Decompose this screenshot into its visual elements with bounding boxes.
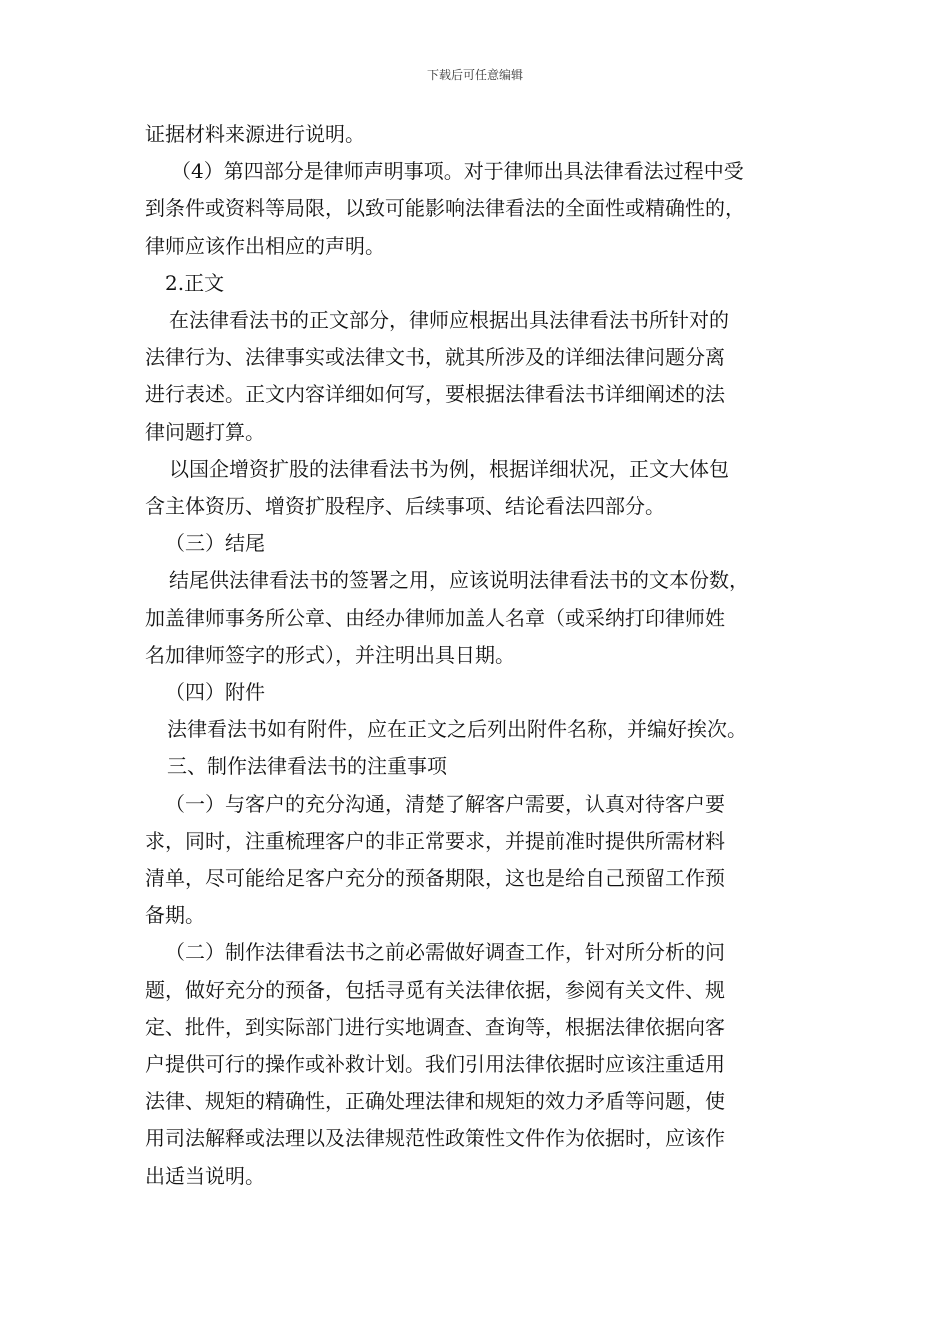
text-line: 法律行为、法律事实或法律文书，就其所涉及的详细法律问题分离: [145, 345, 725, 370]
text-line: 到条件或资料等局限，以致可能影响法律看法的全面性或精确性的，: [145, 196, 745, 221]
section-heading: （四）附件: [165, 680, 265, 705]
text-line: 清单，尽可能给足客户充分的预备期限，这也是给自己预留工作预: [145, 866, 725, 891]
text-line: （4）第四部分是律师声明事项。对于律师出具法律看法过程中受: [171, 159, 744, 184]
text-line: 用司法解释或法理以及法律规范性政策性文件作为依据时，应该作: [145, 1126, 725, 1151]
text-line: 题，做好充分的预备，包括寻觅有关法律依据，参阅有关文件、规: [145, 977, 725, 1002]
text-line: 进行表述。正文内容详细如何写，要根据法律看法书详细阐述的法: [145, 382, 725, 407]
text-line: 律师应该作出相应的声明。: [145, 233, 385, 258]
text-line: 定、批件，到实际部门进行实地调查、查询等，根据法律依据向客: [145, 1014, 725, 1039]
section-heading: （三）结尾: [165, 531, 265, 556]
text-line: 法律看法书如有附件，应在正文之后列出附件名称，并编好挨次。: [167, 717, 747, 742]
text-line: 备期。: [145, 903, 205, 928]
text-line: 求，同时，注重梳理客户的非正常要求，并提前准时提供所需材料: [145, 828, 725, 853]
text-line: 户提供可行的操作或补救计划。我们引用法律依据时应该注重适用: [145, 1052, 725, 1077]
section-heading: 2.正文: [165, 270, 225, 295]
text-line: （二）制作法律看法书之前必需做好调查工作，针对所分析的问: [165, 940, 725, 965]
text-line: 以国企增资扩股的法律看法书为例，根据详细状况，正文大体包: [169, 456, 729, 481]
text-line: 在法律看法书的正文部分，律师应根据出具法律看法书所针对的: [169, 308, 729, 333]
text-line: 加盖律师事务所公章、由经办律师加盖人名章（或采纳打印律师姓: [145, 605, 725, 630]
text-line: （一）与客户的充分沟通，清楚了解客户需要，认真对待客户要: [165, 791, 725, 816]
text-line: 律问题打算。: [145, 419, 265, 444]
page-header: 下载后可任意编辑: [426, 68, 523, 82]
text-line: 含主体资历、增资扩股程序、后续事项、结论看法四部分。: [145, 494, 665, 519]
text-line: 证据材料来源进行说明。: [145, 122, 365, 146]
text-line: 结尾供法律看法书的签署之用，应该说明法律看法书的文本份数，: [169, 568, 749, 593]
text-line: 法律、规矩的精确性，正确处理法律和规矩的效力矛盾等问题，使: [145, 1089, 725, 1114]
section-heading: 三、制作法律看法书的注重事项: [167, 754, 447, 779]
text-line: 名加律师签字的形式），并注明出具日期。: [145, 642, 515, 667]
document-body: [145, 116, 813, 1195]
text-line: 出适当说明。: [145, 1163, 265, 1188]
